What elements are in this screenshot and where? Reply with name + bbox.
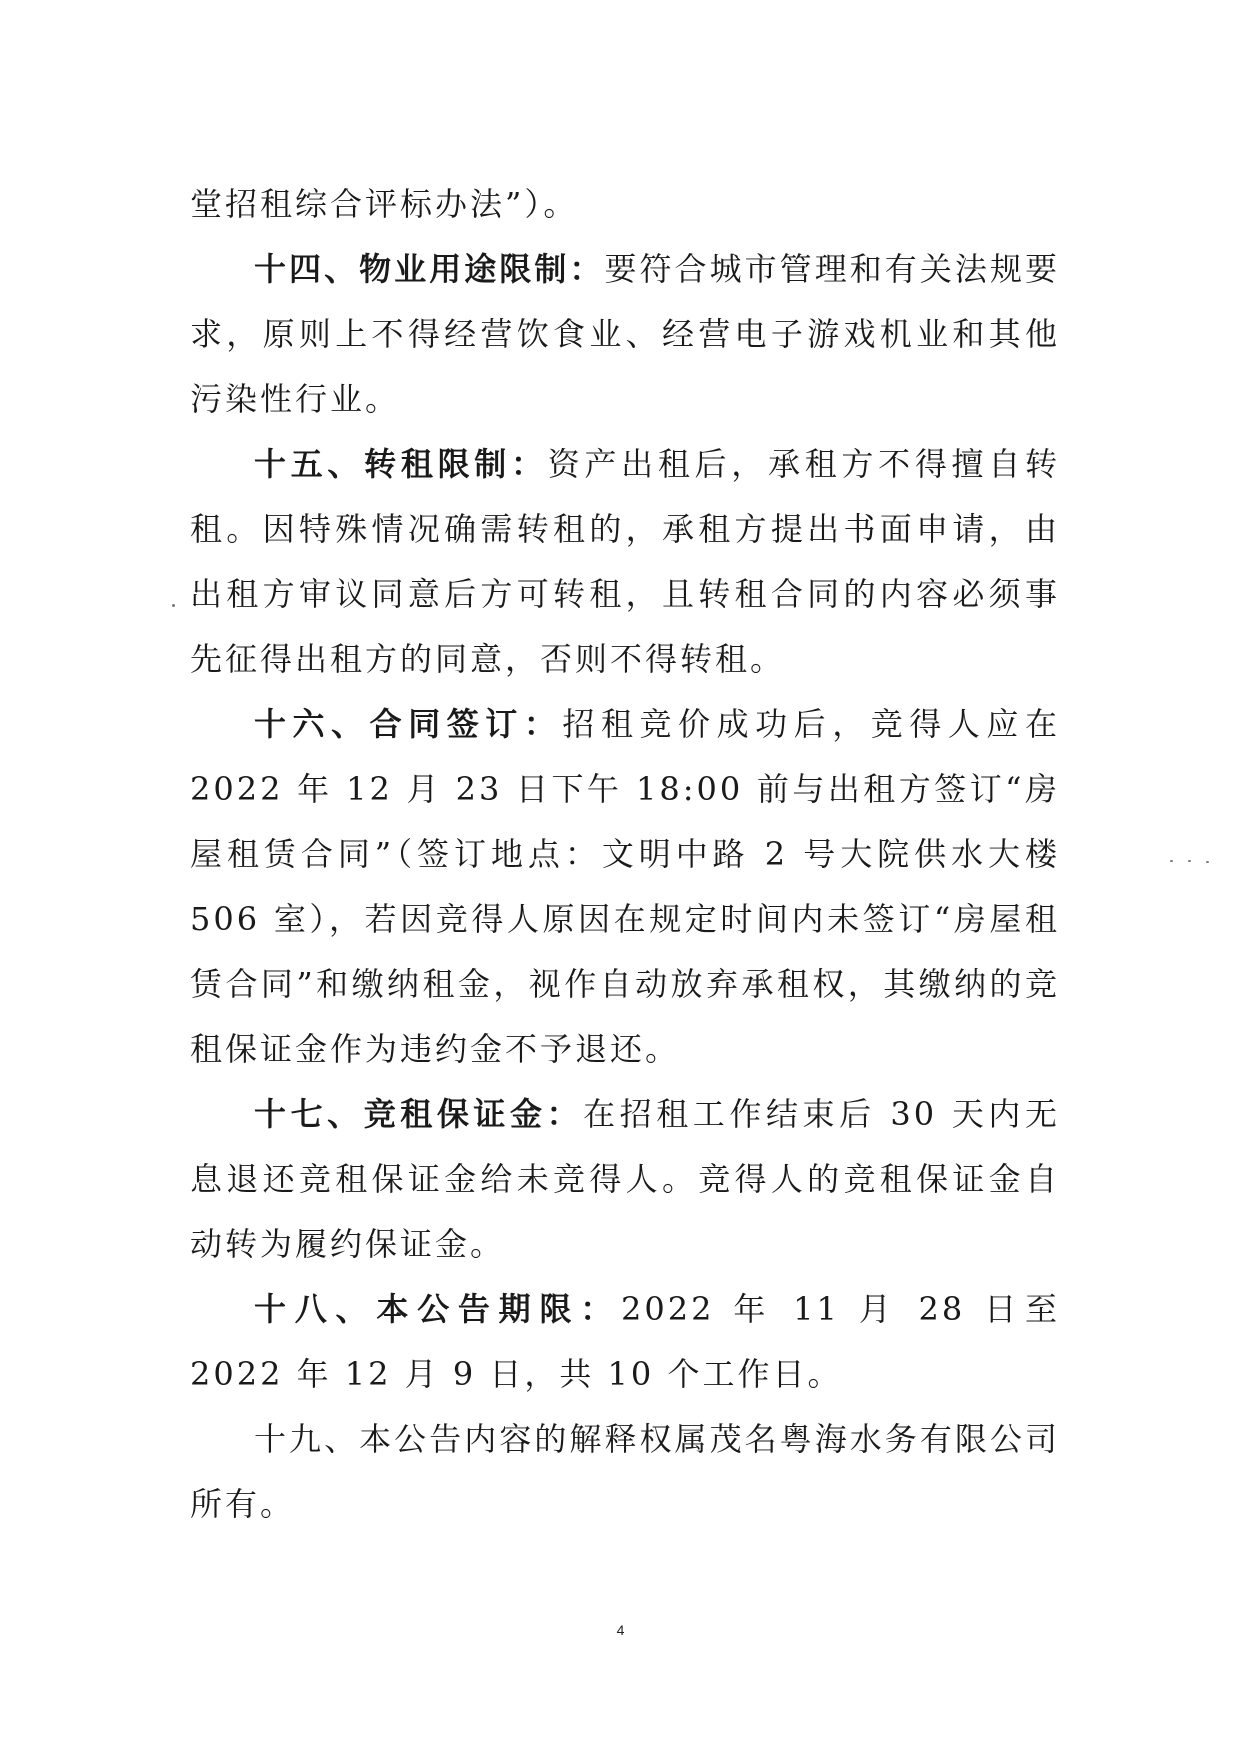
paragraph-body: 十九、本公告内容的解释权属茂名粤海水务有限公司所有。 [190,1420,1060,1523]
paragraph-contract [190,692,1060,1082]
paragraph-body: 堂招租综合评标办法”）。 [190,185,579,223]
paragraph-heading: 十八、本公告期限： [254,1290,622,1328]
paragraph-sublease [190,432,1060,692]
paragraph-period [190,1277,1060,1407]
scan-speck [1188,860,1191,862]
page-number: 4 [616,1622,625,1638]
paragraph-continuation [190,172,1060,237]
scan-speck [172,604,175,607]
paragraph-body: 要符合城市管理和有关法规要求，原则上不得经营饮食业、经营电子游戏机业和其他污染性行业。 [190,250,1060,418]
paragraph-property-use [190,237,1060,432]
paragraph-heading: 十六、合同签订： [254,705,563,743]
paragraph-deposit [190,1082,1060,1277]
scan-speck [1206,861,1209,863]
document-body [190,172,1060,1537]
paragraph-heading: 十五、转租限制： [254,445,548,483]
scan-speck [1170,860,1173,862]
paragraph-heading: 十四、物业用途限制： [254,250,605,288]
paragraph-body: 招租竞价成功后，竞得人应在 2022 年 12 月 23 日下午 18:00 前与出租方签订“房屋租赁合同”（签订地点：文明中路 2 号大院供水大楼 506 室），若因竞得人原因在规定时间内未签订“房屋租赁合同”和缴纳租金，视作自动放弃承租权，其缴纳的竞租保证金作为违约金不予退还。 [190,705,1060,1068]
paragraph-body: 2022 年 11 月 28 日至 2022 年 12 月 9 日，共 10 个工作日。 [190,1290,1060,1393]
paragraph-heading: 十七、竞租保证金： [254,1095,584,1133]
paragraph-body: 在招租工作结束后 30 天内无息退还竞租保证金给未竞得人。竞得人的竞租保证金自动转为履约保证金。 [190,1095,1060,1263]
paragraph-body: 资产出租后，承租方不得擅自转租。因特殊情况确需转租的，承租方提出书面申请，由出租方审议同意后方可转租，且转租合同的内容必须事先征得出租方的同意，否则不得转租。 [190,445,1060,678]
paragraph-interpretation [190,1407,1060,1537]
